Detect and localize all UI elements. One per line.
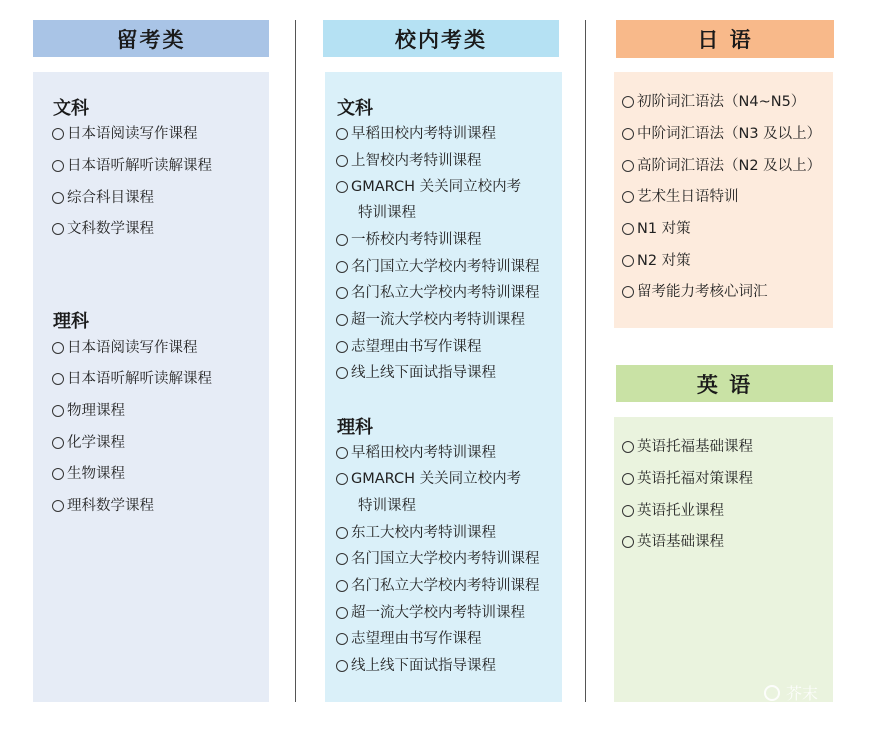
circle-bullet-icon [336,314,348,326]
circle-bullet-icon [336,633,348,645]
panel-xiaoneikao [325,72,562,702]
list-item: 名门国立大学校内考特训课程 [336,258,540,276]
list-item: 上智校内考特训课程 [336,152,482,170]
list-item: 综合科目课程 [52,189,154,207]
list-item: 英语托福对策课程 [622,470,753,488]
list-item: 日本语听解听读解课程 [52,370,212,388]
list-item: 名门私立大学校内考特训课程 [336,284,540,302]
list-item-continuation: 特训课程 [358,498,416,514]
section-title-wenke: 文科 [53,98,89,119]
panel-japanese [614,72,833,328]
list-item-continuation: 特训课程 [358,205,416,221]
list-item: 早稻田校内考特训课程 [336,125,496,143]
list-item: 生物课程 [52,465,125,483]
circle-bullet-icon [52,373,64,385]
watermark-text: 芥末 [786,684,819,703]
circle-bullet-icon [336,155,348,167]
circle-bullet-icon [52,128,64,140]
panel-liukao [33,72,269,702]
list-item: 英语基础课程 [622,533,724,551]
circle-bullet-icon [336,447,348,459]
list-item: 日本语阅读写作课程 [52,125,198,143]
list-item: 超一流大学校内考特训课程 [336,604,525,622]
header-english: 英 语 [616,365,833,402]
list-item: 英语托福基础课程 [622,438,753,456]
list-item: N2 对策 [622,252,691,270]
circle-bullet-icon [622,505,634,517]
circle-bullet-icon [52,468,64,480]
circle-bullet-icon [336,234,348,246]
circle-bullet-icon [52,192,64,204]
section-title-wenke: 文科 [337,98,373,119]
circle-bullet-icon [336,261,348,273]
circle-bullet-icon [622,160,634,172]
circle-bullet-icon [622,191,634,203]
list-item: 高阶词汇语法（N2 及以上） [622,157,821,175]
list-item: 超一流大学校内考特训课程 [336,311,525,329]
circle-bullet-icon [336,553,348,565]
circle-bullet-icon [52,342,64,354]
list-item: 中阶词汇语法（N3 及以上） [622,125,821,143]
circle-bullet-icon [336,580,348,592]
list-item: 英语托业课程 [622,502,724,520]
circle-bullet-icon [52,437,64,449]
list-item: 文科数学课程 [52,220,154,238]
circle-bullet-icon [622,96,634,108]
circle-bullet-icon [52,500,64,512]
list-item: 化学课程 [52,434,125,452]
circle-bullet-icon [622,255,634,267]
circle-bullet-icon [336,287,348,299]
list-item: 物理课程 [52,402,125,420]
list-item: 名门私立大学校内考特训课程 [336,577,540,595]
section-title-like: 理科 [53,311,89,332]
list-item: 线上线下面试指导课程 [336,364,496,382]
list-item: 名门国立大学校内考特训课程 [336,550,540,568]
circle-bullet-icon [622,441,634,453]
circle-bullet-icon [336,527,348,539]
circle-bullet-icon [336,607,348,619]
list-item: GMARCH 关关同立校内考 [336,470,521,488]
list-item: 早稻田校内考特训课程 [336,444,496,462]
list-item: 志望理由书写作课程 [336,338,482,356]
circle-bullet-icon [336,473,348,485]
circle-bullet-icon [52,223,64,235]
circle-bullet-icon [336,660,348,672]
list-item: 东工大校内考特训课程 [336,524,496,542]
list-item: 一桥校内考特训课程 [336,231,482,249]
header-liukao: 留考类 [33,20,269,57]
list-item: 日本语阅读写作课程 [52,339,198,357]
section-title-like: 理科 [337,417,373,438]
circle-bullet-icon [622,473,634,485]
list-item: 留考能力考核心词汇 [622,283,768,301]
list-item: 日本语听解听读解课程 [52,157,212,175]
circle-bullet-icon [622,536,634,548]
list-item: GMARCH 关关同立校内考 [336,178,521,196]
circle-bullet-icon [52,405,64,417]
circle-bullet-icon [336,367,348,379]
column-divider [295,20,296,702]
watermark-circle-icon [764,685,780,701]
list-item: 线上线下面试指导课程 [336,657,496,675]
circle-bullet-icon [622,286,634,298]
panel-english [614,417,833,702]
circle-bullet-icon [622,223,634,235]
circle-bullet-icon [622,128,634,140]
header-xiaoneikao: 校内考类 [323,20,559,57]
list-item: 志望理由书写作课程 [336,630,482,648]
circle-bullet-icon [336,341,348,353]
column-divider [585,20,586,702]
list-item: 初阶词汇语法（N4~N5） [622,93,805,111]
list-item: 理科数学课程 [52,497,154,515]
circle-bullet-icon [52,160,64,172]
circle-bullet-icon [336,181,348,193]
circle-bullet-icon [336,128,348,140]
header-japanese: 日 语 [616,20,834,58]
list-item: N1 对策 [622,220,691,238]
list-item: 艺术生日语特训 [622,188,739,206]
watermark-logo [764,681,818,704]
